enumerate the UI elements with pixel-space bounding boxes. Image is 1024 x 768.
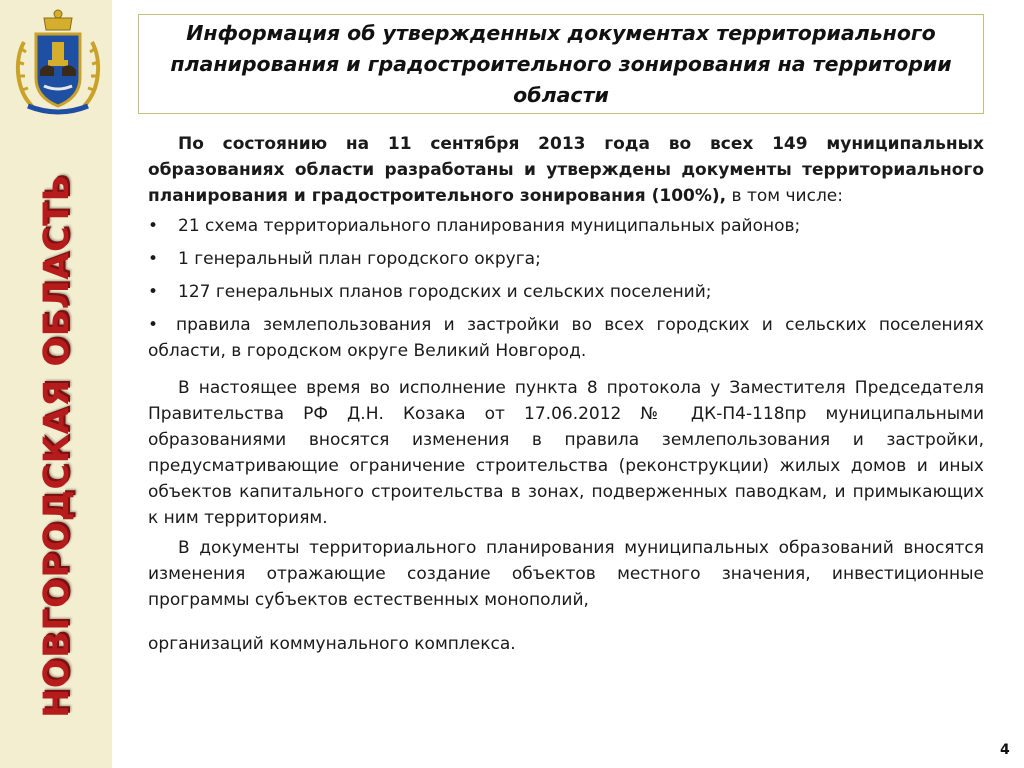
list-item [148,246,984,272]
list-item-text: правила землепользования и застройки во всех городских и сельских поселениях области, в городском округе Великий Новгород. [148,315,984,361]
list-item-text: 127 генеральных планов городских и сельских поселений; [178,282,712,302]
list-item-text: 21 схема территориального планирования муниципальных районов; [178,216,801,236]
page-title: Информация об утвержденных документах территориального планирования и градостроительного зонирования на территории области [170,20,952,107]
bullet-dot: • [148,249,159,269]
list-item [148,312,984,364]
list-item [148,213,984,239]
list-item [148,279,984,305]
title-box [138,14,984,114]
intro-tail-text: в том числе: [726,186,843,206]
bullet-dot: • [148,282,159,302]
bullet-list [148,213,984,364]
sidebar [0,0,112,768]
region-vertical-title: НОВГОРОДСКАЯ ОБЛАСТЬ [37,174,77,718]
list-item-text: 1 генеральный план городского округа; [178,249,541,269]
paragraph-amendments: В настоящее время во исполнение пункта 8 протокола у Заместителя Председателя Правительства РФ Д.Н. Козака от 17.06.2012 № ДК-П4-118пр муниципальными образованиями вносятся изменения в правила землепользования и застройки, предусматривающие ограничение строительства (реконструкции) жилых домов и иных объектов капитального строительства в зонах, подверженных паводкам, и примыкающих к ним территориям. [148,378,984,528]
intro-bold-text: По состоянию на 11 сентября 2013 года во всех 149 муниципальных образованиях области разработаны и утверждены документы территориального планирования и градостроительного зонирования (100%), [148,134,984,206]
paragraph-planning-docs: В документы территориального планирования муниципальных образований вносятся изменения отражающие создание объектов местного значения, инвестиционные программы субъектов естественных монополий, [148,538,984,610]
paragraph-planning-docs-end: организаций коммунального комплекса. [148,634,516,654]
main-content [148,131,984,657]
page-number: 4 [1000,742,1010,758]
bullet-dot: • [148,216,159,236]
coat-of-arms-icon [10,8,106,120]
intro-paragraph [148,131,984,209]
bullet-dot: • [148,315,159,335]
